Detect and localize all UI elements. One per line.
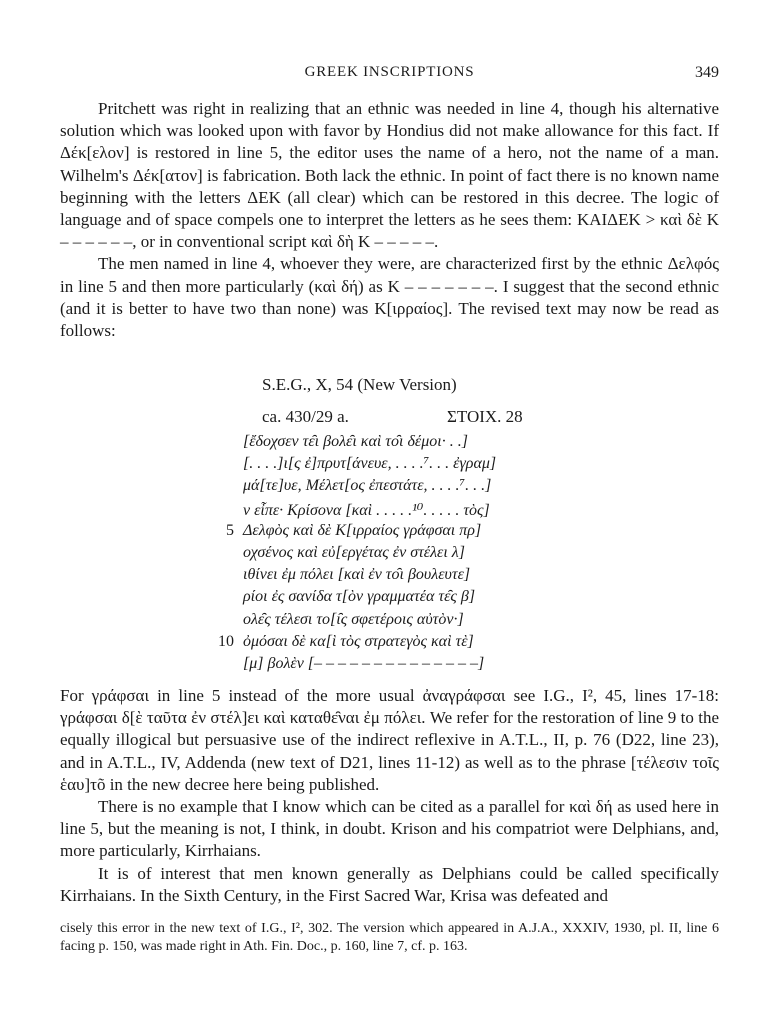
line-text: Δελφὸς καὶ δὲ Κ[ιρραίος γράφσαι πρ]	[243, 521, 482, 539]
inscription-line	[0, 588, 777, 610]
inscription-date: ca. 430/29 a.	[262, 407, 349, 426]
inscription-line	[0, 544, 777, 566]
inscription-lines	[0, 433, 777, 677]
paragraph: Pritchett was right in realizing that an ethnic was needed in line 4, though his alternative solution which was looked upon with favor by Hondius did not make allowance for this fact. If Δέκ[ελον] is restored in line 5, the editor uses the name of a hero, not the name of a man. Wilhelm's Δέκ[ατον] is fabrication. Both lack the ethnic. In point of fact there is no known name beginning with the letters ΔΕΚ (all clear) which can be restored in this decree. The logic of language and of space compels one to interpret the letters as he sees them: ΚΑΙΔΕΚ > καὶ δὲ Κ – – – – – –, or in conventional script καὶ δὴ Κ – – – – –.	[60, 99, 719, 252]
line-text: [μ] βολὲν [– – – – – – – – – – – – – –]	[243, 654, 485, 672]
inscription-line	[0, 611, 777, 633]
line-text: μά[τε]υε, Μέλετ[ος ἐπεστάτε, . . . .⁷. . .]	[243, 477, 492, 495]
inscription-line	[0, 433, 777, 455]
running-head	[60, 64, 719, 86]
running-title: GREEK INSCRIPTIONS	[304, 64, 475, 80]
inscription-line	[0, 500, 777, 522]
paragraph: The men named in line 4, whoever they were, are characterized first by the ethnic Δελφός in line 5 and then more particularly (καὶ δή) as Κ – – – – – – –. I suggest that the second ethnic (and it is better to have two than none) was Κ[ιρραίος]. The revised text may now be read as follows:	[60, 254, 719, 341]
line-text: ολε̑ς τέλεσι το[ι̑ς σφετέροις αὐτὸν·]	[243, 610, 464, 628]
line-text: οχσένος καὶ εὐ[εργέτας ἐν στέλει λ]	[243, 543, 465, 561]
footnote: cisely this error in the new text of I.G., I², 302. The version which appeared in A.J.A., XXXIV, 1930, pl. II, line 6 facing p. 150, was made right in Ath. Fin. Doc., p. 160, line 7, cf. p. 163.	[60, 921, 719, 954]
page-number: 349	[695, 64, 719, 81]
inscription-line	[0, 522, 777, 544]
line-text: ιθίνει ἐμ πόλει [καὶ ἐν το̑ι βουλευτε]	[243, 566, 471, 584]
line-text: [ἔδοχσεν τε̑ι βολε̑ι καὶ το̑ι δέμοι· . .]	[243, 433, 468, 450]
line-text: ὀμόσαι δὲ κα[ὶ τὸς στρατεγὸς καὶ τὲ]	[243, 632, 474, 650]
paragraph: It is of interest that men known generally as Delphians could be called specifically Kirrhaians. In the Sixth Century, in the First Sacred War, Krisa was defeated and	[60, 863, 719, 905]
inscription-title: S.E.G., X, 54 (New Version)	[262, 375, 457, 394]
body-text-top	[60, 98, 719, 342]
line-number: 5	[226, 521, 234, 539]
inscription-line	[0, 455, 777, 477]
inscription-line	[0, 566, 777, 588]
inscription-stoichedon: ΣΤΟΙΧ. 28	[447, 407, 523, 426]
paragraph: There is no example that I know which can be cited as a parallel for καὶ δή as used here in line 5, but the meaning is not, I think, in doubt. Krison and his compatriot were Delphians, and, more particularly, Kirrhaians.	[60, 797, 719, 861]
line-text: ρίοι ἐς σανίδα τ[ὸν γραμματέα τε̑ς β]	[243, 588, 476, 606]
inscription-line	[0, 633, 777, 655]
inscription-line	[0, 477, 777, 499]
line-text: ν εἶπε· Κρίσονα [καὶ . . . . .¹⁰. . . . . τὸς]	[243, 501, 490, 519]
inscription-line	[0, 655, 777, 677]
line-number: 10	[218, 632, 234, 650]
paragraph: For γράφσαι in line 5 instead of the more usual ἀναγράφσαι see I.G., I², 45, lines 17-18: γράφσαι δ[ὲ ταῦτα ἐν στέλ]ει καὶ καταθε̑ναι ἐμ πόλει. We refer for the restoration of line 9 to the equally illogical but persuasive use of the indirect reflexive in A.T.L., II, p. 76 (D22, line 23), and in A.T.L., IV, Addenda (new text of D21, lines 11-12) as well as to the phrase [τέλεσιν τοῖς ἑαυ]τõ in the new decree here being published.	[60, 686, 719, 794]
inscription-block	[0, 375, 777, 675]
line-text: [. . . .]ι[ς ἐ]πρυτ[άνευε, . . . .⁷. . . ἐγραμ]	[243, 455, 497, 473]
body-text-bottom	[60, 685, 719, 907]
